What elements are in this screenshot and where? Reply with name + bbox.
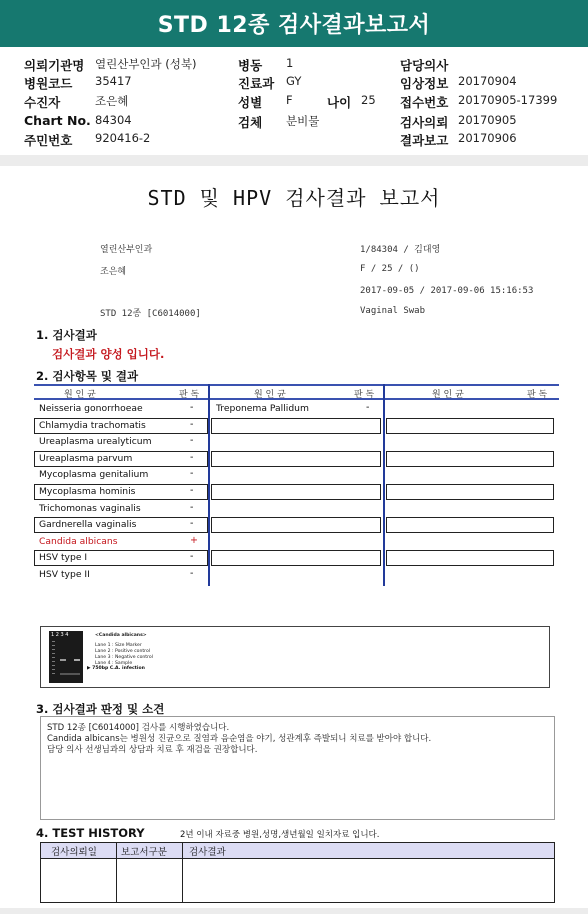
organism-name: Chlamydia trachomatis <box>39 419 146 431</box>
doctor-label: 담당의사 <box>400 58 449 73</box>
organism-result: - <box>190 418 194 430</box>
result-cell-box <box>386 517 554 533</box>
rrn-label: 주민번호 <box>24 133 73 148</box>
ward-label: 병동 <box>238 58 263 73</box>
dept-value: GY <box>286 74 302 88</box>
clinical-label: 임상정보 <box>400 76 449 91</box>
document-title: STD 및 HPV 검사결과 보고서 <box>147 186 441 210</box>
receipt-label: 접수번호 <box>400 95 449 110</box>
doc-hospital: 열린산부인과 <box>100 245 153 255</box>
result-cell-box <box>386 451 554 467</box>
gel-band-label: ▶ 750bp C.A. infection <box>87 666 145 671</box>
patient-info-header <box>0 47 588 155</box>
gel-band <box>60 659 66 661</box>
col-judgement-3: 판 독 <box>527 390 548 400</box>
result-cell-box <box>211 484 381 500</box>
section-2-heading: 2. 검사항목 및 결과 <box>36 369 139 383</box>
history-divider <box>116 843 117 902</box>
results-table-header <box>34 384 559 400</box>
gel-band <box>74 659 80 661</box>
ward-value: 1 <box>286 56 294 70</box>
report-document <box>0 166 588 908</box>
code-value: 35417 <box>95 74 132 88</box>
patient-value: 조은혜 <box>95 94 129 108</box>
col-judgement-1: 판 독 <box>179 390 200 400</box>
chart-value: 84304 <box>95 113 132 127</box>
specimen-label: 검체 <box>238 115 263 130</box>
section-3-heading: 3. 검사결과 판정 및 소견 <box>36 702 165 716</box>
report-date-label: 결과보고 <box>400 133 449 148</box>
gel-lane-1: Lane 1 : Size Marker <box>95 643 142 648</box>
sex-value: F <box>286 93 293 107</box>
column-divider <box>208 384 210 586</box>
organism-name: Gardnerella vaginalis <box>39 519 137 531</box>
organism-name: Mycoplasma hominis <box>39 486 136 497</box>
col-organism-3: 원 인 균 <box>432 390 464 400</box>
gel-title: <Candida albicans> <box>95 633 147 638</box>
organism-name: Ureaplasma parvum <box>39 452 133 464</box>
history-note: 2년 이내 자료중 병원,성명,생년월일 일치자료 입니다. <box>180 830 380 840</box>
comment-line-1: STD 12종 [C6014000] 검사를 시행하였습니다. <box>47 723 230 733</box>
organism-result: - <box>190 485 194 496</box>
comment-box <box>40 716 555 820</box>
result-cell-box <box>386 484 554 500</box>
gel-band <box>60 673 80 675</box>
hospital-label: 의뢰기관명 <box>24 58 85 73</box>
organism-name: Mycoplasma genitalium <box>39 469 149 481</box>
result-cell-box <box>211 451 381 467</box>
doc-chart-doctor: 1/84304 / 김대영 <box>360 245 441 255</box>
history-col-date: 검사의뢰일 <box>51 847 97 858</box>
report-title: STD 12종 검사결과보고서 <box>157 13 431 38</box>
gel-marker-lane <box>52 641 55 677</box>
organism-result: - <box>190 518 194 530</box>
gel-image <box>49 631 83 683</box>
sex-label: 성별 <box>238 95 263 110</box>
organism-result: - <box>190 402 194 413</box>
organism-result: - <box>190 551 194 563</box>
patient-label: 수진자 <box>24 95 61 110</box>
specimen-value: 분비물 <box>286 114 320 128</box>
doc-dates: 2017-09-05 / 2017-09-06 15:16:53 <box>360 286 534 296</box>
rrn-value: 920416-2 <box>95 131 151 145</box>
organism-name: Trichomonas vaginalis <box>39 502 141 514</box>
history-col-result: 검사결과 <box>189 847 226 858</box>
dept-label: 진료과 <box>238 76 275 91</box>
organism-name: HSV type II <box>39 569 90 580</box>
doc-specimen: Vaginal Swab <box>360 306 426 316</box>
organism-name: Candida albicans <box>39 535 118 547</box>
section-4-heading: 4. TEST HISTORY <box>36 826 145 840</box>
request-label: 검사의뢰 <box>400 115 449 130</box>
age-label: 나이 <box>327 95 352 110</box>
organism-name: Neisseria gonorrhoeae <box>39 403 143 414</box>
gel-lane-3: Lane 3 : Negative control <box>95 655 153 660</box>
organism-name: Ureaplasma urealyticum <box>39 436 152 448</box>
column-divider <box>383 384 385 586</box>
organism-result: - <box>366 402 370 413</box>
gel-legend <box>95 633 153 667</box>
receipt-value: 20170905-17399 <box>458 93 558 107</box>
organism-result: - <box>190 501 194 513</box>
organism-result: - <box>190 435 194 447</box>
comment-line-2: Candida albicans는 병원성 진균으로 질염과 음순염을 야기, 성관계후 즉발되니 치료를 받아야 합니다. <box>47 734 432 744</box>
col-organism-2: 원 인 균 <box>254 390 286 400</box>
organism-result: + <box>190 534 198 546</box>
section-1-heading: 1. 검사결과 <box>36 328 97 342</box>
gel-lane-numbers: 1 2 3 4 <box>51 632 69 638</box>
result-cell-box <box>386 550 554 566</box>
report-title-bar <box>0 0 588 47</box>
chart-label: Chart No. <box>24 113 91 128</box>
result-cell-box <box>211 418 381 434</box>
age-value: 25 <box>361 93 376 107</box>
doc-patient: 조은혜 <box>100 267 127 277</box>
doc-sex-age: F / 25 / () <box>360 264 420 274</box>
comment-line-3: 담당 의사 선생님과의 상담과 치료 후 재검을 권장합니다. <box>47 745 258 755</box>
result-cell-box <box>211 517 381 533</box>
organism-result: - <box>190 451 194 463</box>
result-cell-box <box>386 418 554 434</box>
request-value: 20170905 <box>458 113 517 127</box>
history-col-type: 보고서구분 <box>121 847 167 858</box>
report-date-value: 20170906 <box>458 131 517 145</box>
organism-result: - <box>190 468 194 480</box>
gel-lane-2: Lane 2 : Positive control <box>95 649 151 654</box>
history-header <box>41 843 554 859</box>
doc-test-name: STD 12종 [C6014000] <box>100 309 201 319</box>
history-divider <box>182 843 183 902</box>
col-organism-1: 원 인 균 <box>64 390 96 400</box>
clinical-value: 20170904 <box>458 74 517 88</box>
code-label: 병원코드 <box>24 76 73 91</box>
organism-result: - <box>190 568 194 579</box>
positive-result-text: 검사결과 양성 입니다. <box>52 347 165 361</box>
organism-name: Treponema Pallidum <box>216 403 309 414</box>
col-judgement-2: 판 독 <box>354 390 375 400</box>
test-history-table <box>40 842 555 903</box>
result-cell-box <box>211 550 381 566</box>
organism-name: HSV type I <box>39 552 88 564</box>
hospital-value: 열린산부인과 (성북) <box>95 57 197 71</box>
gel-lane-4: Lane 4 : Sample <box>95 661 133 666</box>
gel-electrophoresis-figure <box>40 626 550 688</box>
